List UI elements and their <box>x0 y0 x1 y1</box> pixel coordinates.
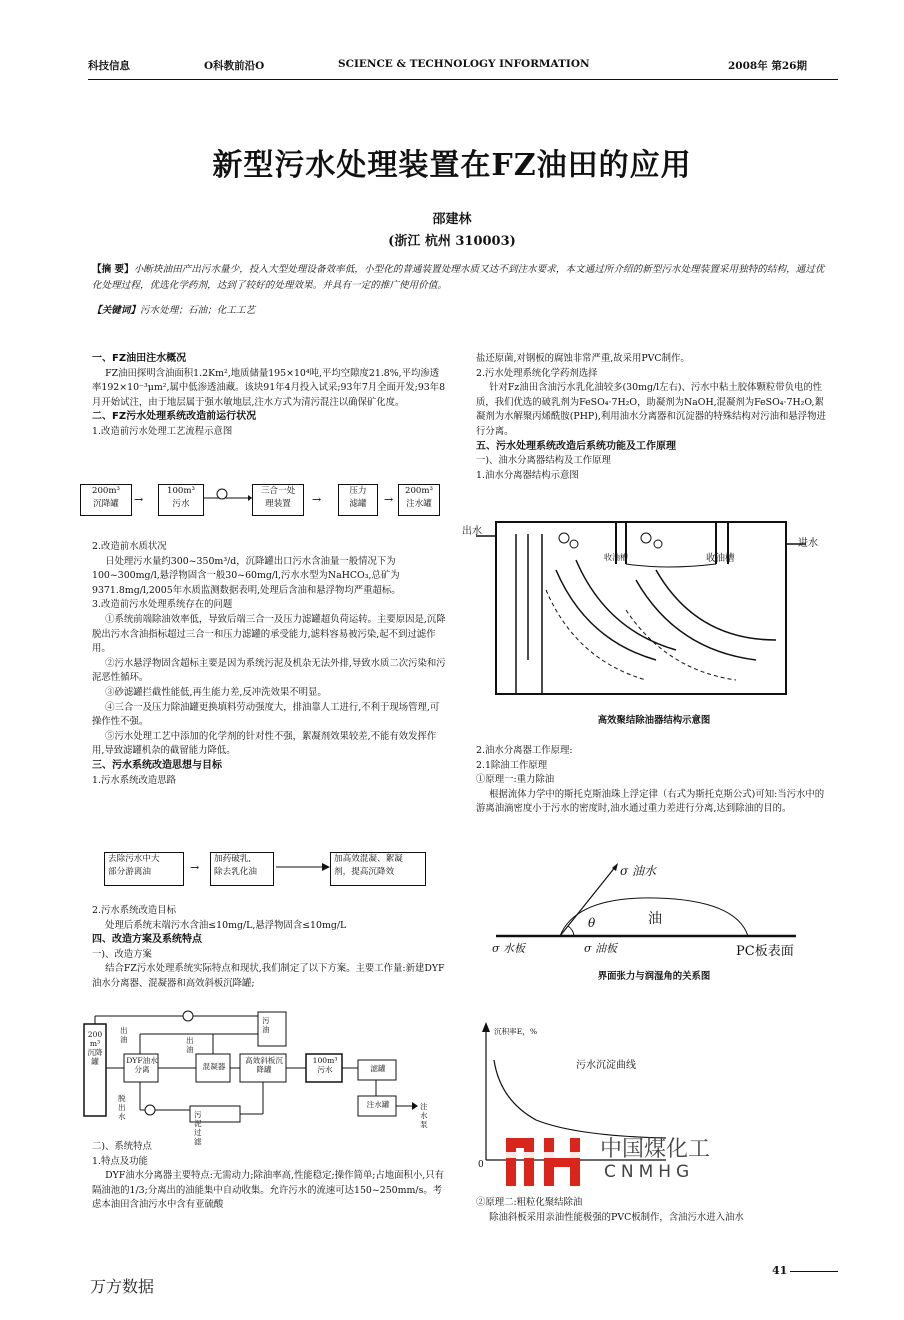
flow1-box-sewage-tank: 100m³ 污水 <box>158 484 204 516</box>
chem-title: 2.污水处理系统化学药剂选择 <box>476 367 598 379</box>
settle-curve-label: 污水沉淀曲线 <box>576 1060 636 1071</box>
section-4-1-title: 一)、改造方案 <box>92 948 152 960</box>
paper-title: 新型污水处理装置在FZ油田的应用 <box>212 148 692 183</box>
settle-ylabel: 沉积率E，% <box>494 1027 538 1036</box>
label-theta: θ <box>588 916 596 930</box>
tension-caption: 界面张力与润湿角的关系图 <box>597 971 711 982</box>
principle-1-paragraph: 根据流体力学中的斯托克斯油珠上浮定律（右式为斯托克斯公式)可知:当污水中的游离油滴密度小于污水的密度时,油水通过重力差进行分离,达到除油的目的。 <box>476 788 825 815</box>
section-2-3-title: 3.改造前污水处理系统存在的问题 <box>92 599 233 611</box>
author: 邵建林 <box>432 212 472 227</box>
label-oil-out-1: 出油 <box>120 1026 128 1044</box>
right-top-paragraph: 盐还原菌,对钢板的腐蚀非常严重,故采用PVC制作。 <box>476 353 690 364</box>
section-2-1-title: 1.改造前污水处理工艺流程示意图 <box>92 425 233 437</box>
flow2-box-flocculant: 加高效混凝、絮凝 剂，提高沉降效 <box>330 852 426 886</box>
arrow-right-icon: → <box>134 493 144 506</box>
label-injection: 注水罐 <box>366 1100 390 1109</box>
header-rule <box>88 79 838 80</box>
section-1-heading: 一、FZ油田注水概况 <box>92 353 187 364</box>
section-5-heading: 五、污水处理系统改造后系统功能及工作原理 <box>476 440 676 452</box>
flow1-box-three-in-one: 三合一处 理装置 <box>252 484 304 516</box>
journal-name-en: SCIENCE & TECHNOLOGY INFORMATION <box>338 58 590 70</box>
principle-1-title: ①原理一:重力除油 <box>476 774 555 786</box>
arrow-right-icon <box>276 860 330 874</box>
separator-caption: 高效聚结除油器结构示意图 <box>597 715 711 726</box>
section-5-1-1-title: 1.油水分离器结构示意图 <box>476 469 579 481</box>
section-3-1-title: 1.污水系统改造思路 <box>92 774 176 786</box>
settling-curve-line <box>494 1060 666 1138</box>
label-oil-out-2: 出油 <box>186 1036 194 1054</box>
page-number-rule <box>790 1271 838 1272</box>
label-oil-tank-2: 收油槽 <box>706 553 735 564</box>
left-column-part1 <box>92 352 448 440</box>
wanfang-watermark: 万方数据 <box>90 1277 155 1296</box>
affiliation: (浙江 杭州 310003) <box>388 234 516 249</box>
section-5-2-title: 2.油水分离器工作原理: <box>476 745 573 756</box>
section-2-heading: 二、FZ污水处理系统改造前运行状况 <box>92 411 257 423</box>
page-number: 41 <box>772 1264 788 1277</box>
problem-4: ④三合一及压力除油罐更换填料劳动强度大，排油靠人工进行,不利于现场管理,可操作性不强。 <box>92 701 440 728</box>
label-injection-pump: 注水泵 <box>420 1102 428 1129</box>
issue-label: 2008年 第26期 <box>728 60 807 72</box>
left-column-part3 <box>92 904 448 992</box>
abstract-label: 【摘 要】 <box>92 264 134 275</box>
flow1-box-injection-tank: 200m³ 注水罐 <box>398 484 440 516</box>
arrow-right-icon: → <box>312 493 322 506</box>
section-4-heading: 四、改造方案及系统特点 <box>92 934 202 946</box>
section-3-2-title: 2.污水系统改造目标 <box>92 905 176 916</box>
logo-cn: 中国煤化工 <box>600 1137 711 1162</box>
journal-name: 科技信息 <box>88 60 130 72</box>
label-dyf: DYF油水分离 <box>126 1056 158 1074</box>
section-5-2-1-title: 2.1除油工作原理 <box>476 759 548 771</box>
principle-2-paragraph: 除油斜板采用亲油性能极强的PVC板制作，含油污水进入油水 <box>489 1211 744 1223</box>
arrow-right-icon: → <box>384 493 394 506</box>
section-4-2-1-title: 1.特点及功能 <box>92 1155 148 1167</box>
section-2-2-paragraph: 日处理污水量约300~350m³/d，沉降罐出口污水含油量一般情况下为100~300mg/l,悬浮物固含一般30~60mg/l,污水水型为NaHCO₃,总矿为9371.8mg/l,2005年水质监测数据表明,处理后含油和悬浮物均严重超标。 <box>92 555 401 596</box>
section-3-heading: 三、污水系统改造思想与目标 <box>92 759 222 771</box>
label-oil: 油 <box>648 911 662 927</box>
label-inlet: 进水 <box>798 538 818 549</box>
abstract <box>92 262 832 294</box>
logo-en: CNMHG <box>604 1162 695 1182</box>
chem-paragraph: 针对Fz油田含油污水乳化油较多(30mg/l左右)、污水中粘土胶体颗粒带负电的性质，我们优选的破乳剂为FeSO₄·7H₂O，助凝剂为NaOH,混凝剂为FeSO₄·7H₂O,絮凝剂为水解聚丙烯酰胺(PHP),利用油水分离器和沉淀器的特殊结构对污油和悬浮物进行分离。 <box>476 382 826 437</box>
flow1-box-pressure-filter: 压力 滤罐 <box>338 484 378 516</box>
left-column-part2 <box>92 540 448 788</box>
label-filter: 滤罐 <box>370 1064 386 1073</box>
label-settler: 高效斜板沉降罐 <box>245 1056 283 1074</box>
right-column-part2 <box>476 744 832 817</box>
flow2-box-demulsify: 加药破乳, 除去乳化油 <box>210 852 274 886</box>
section-4-2-title: 二)、系统特点 <box>92 1141 152 1152</box>
section-2-2-title: 2.改造前水质状况 <box>92 541 167 552</box>
right-column-part1 <box>476 352 832 483</box>
label-settling-tank: 200 m³ 沉降罐 <box>87 1030 103 1066</box>
keywords-text: 污水处理；石油；化工工艺 <box>139 305 256 316</box>
right-column-part3 <box>476 1196 832 1225</box>
pump-icon <box>204 486 252 506</box>
running-header <box>88 58 838 76</box>
problem-5: ⑤污水处理工艺中添加的化学剂的针对性不强，絮凝剂效果较差,不能有效发挥作用,导致滤罐机杂的截留能力降低。 <box>92 730 437 757</box>
label-pc-surface: PC板表面 <box>736 944 794 959</box>
flow1-box-settling-tank: 200m³ 沉降罐 <box>80 484 132 516</box>
arrow-right-icon: → <box>190 861 200 874</box>
label-outlet: 出水 <box>462 526 482 537</box>
problem-3: ③砂滤罐拦截性能低,再生能力差,反冲洗效果不明显。 <box>105 686 327 698</box>
problem-2: ②污水悬浮物固含超标主要是因为系统污泥及机杂无法外排,导致水质二次污染和污泥恶性循环。 <box>92 657 446 684</box>
label-separated-water: 脱出水 <box>118 1094 126 1121</box>
label-sewage-tank: 100m³ 污水 <box>312 1056 338 1074</box>
section-3-2-paragraph: 处理后系统末端污水含油≤10mg/L,悬浮物固含≤10mg/L <box>105 919 347 931</box>
label-mixer: 混凝器 <box>202 1062 226 1071</box>
label-sigma-oil-water: σ 油水 <box>620 864 657 878</box>
section-4-1-paragraph: 结合FZ污水处理系统实际特点和现状,我们制定了以下方案。主要工作量:新建DYF油水分离器、混凝器和高效斜板沉降罐; <box>92 963 445 989</box>
label-oil-tank-1: 收油槽 <box>604 553 628 562</box>
principle-2-title: ②原理二:粗粒化聚结除油 <box>476 1197 583 1208</box>
label-sigma-water-plate: σ 水板 <box>492 942 526 955</box>
oil-separator-diagram <box>476 510 832 700</box>
problem-1: ①系统前端除油效率低，导致后端三合一及压力滤罐超负荷运转。主要原因是,沉降脱出污水含油指标超过三合一和压力滤罐的承受能力,滤料容易被污染,起不到过滤作用。 <box>92 613 446 655</box>
section-4-2-paragraph: DYF油水分离器主要特点:无需动力;除油率高,性能稳定;操作简单;占地面积小,只有隔油池的1/3;分离出的油能集中自动收集。允许污水的流速可达150~250mm/s。考虑本油田含油污水中含有亚硫酸 <box>92 1170 444 1211</box>
label-sludge-filter: 污泥过滤 <box>194 1110 202 1146</box>
keywords-label: 【关键词】 <box>92 305 140 316</box>
section-5-1-title: 一)、油水分离器结构及工作原理 <box>476 455 611 467</box>
settle-origin: 0 <box>478 1160 484 1170</box>
section-1-paragraph: FZ油田探明含油面积1.2Km²,地质储量195×10⁴吨,平均空隙度21.8%,平均渗透率192×10⁻³μm²,属中低渗透油藏。该块91年4月投入试采;93年7月全面开发;93年8月开始试注，由于地层属于强水敏地层,注水方式为清污混注以确保矿化度。 <box>92 367 446 408</box>
left-column-part4 <box>92 1140 448 1213</box>
flow2-box-free-oil: 去除污水中大 部分游离油 <box>104 852 184 886</box>
label-sigma-oil-plate: σ 油板 <box>584 942 618 955</box>
label-waste-oil: 污油 <box>262 1016 270 1034</box>
abstract-text: 小断块油田产出污水量少，投入大型处理设备效率低，小型化的普通装置处理水质又达不到注水要求，本文通过所介绍的新型污水处理装置采用独特的结构，通过优化处理过程，优选化学药剂，达到了较好的处理效果。并具有一定的推广使用价值。 <box>92 264 825 291</box>
cnmhg-logo <box>500 1130 720 1190</box>
cnmhg-logo-mark <box>500 1130 596 1190</box>
section-name: O科教前沿O <box>204 60 265 72</box>
keywords <box>92 302 832 316</box>
